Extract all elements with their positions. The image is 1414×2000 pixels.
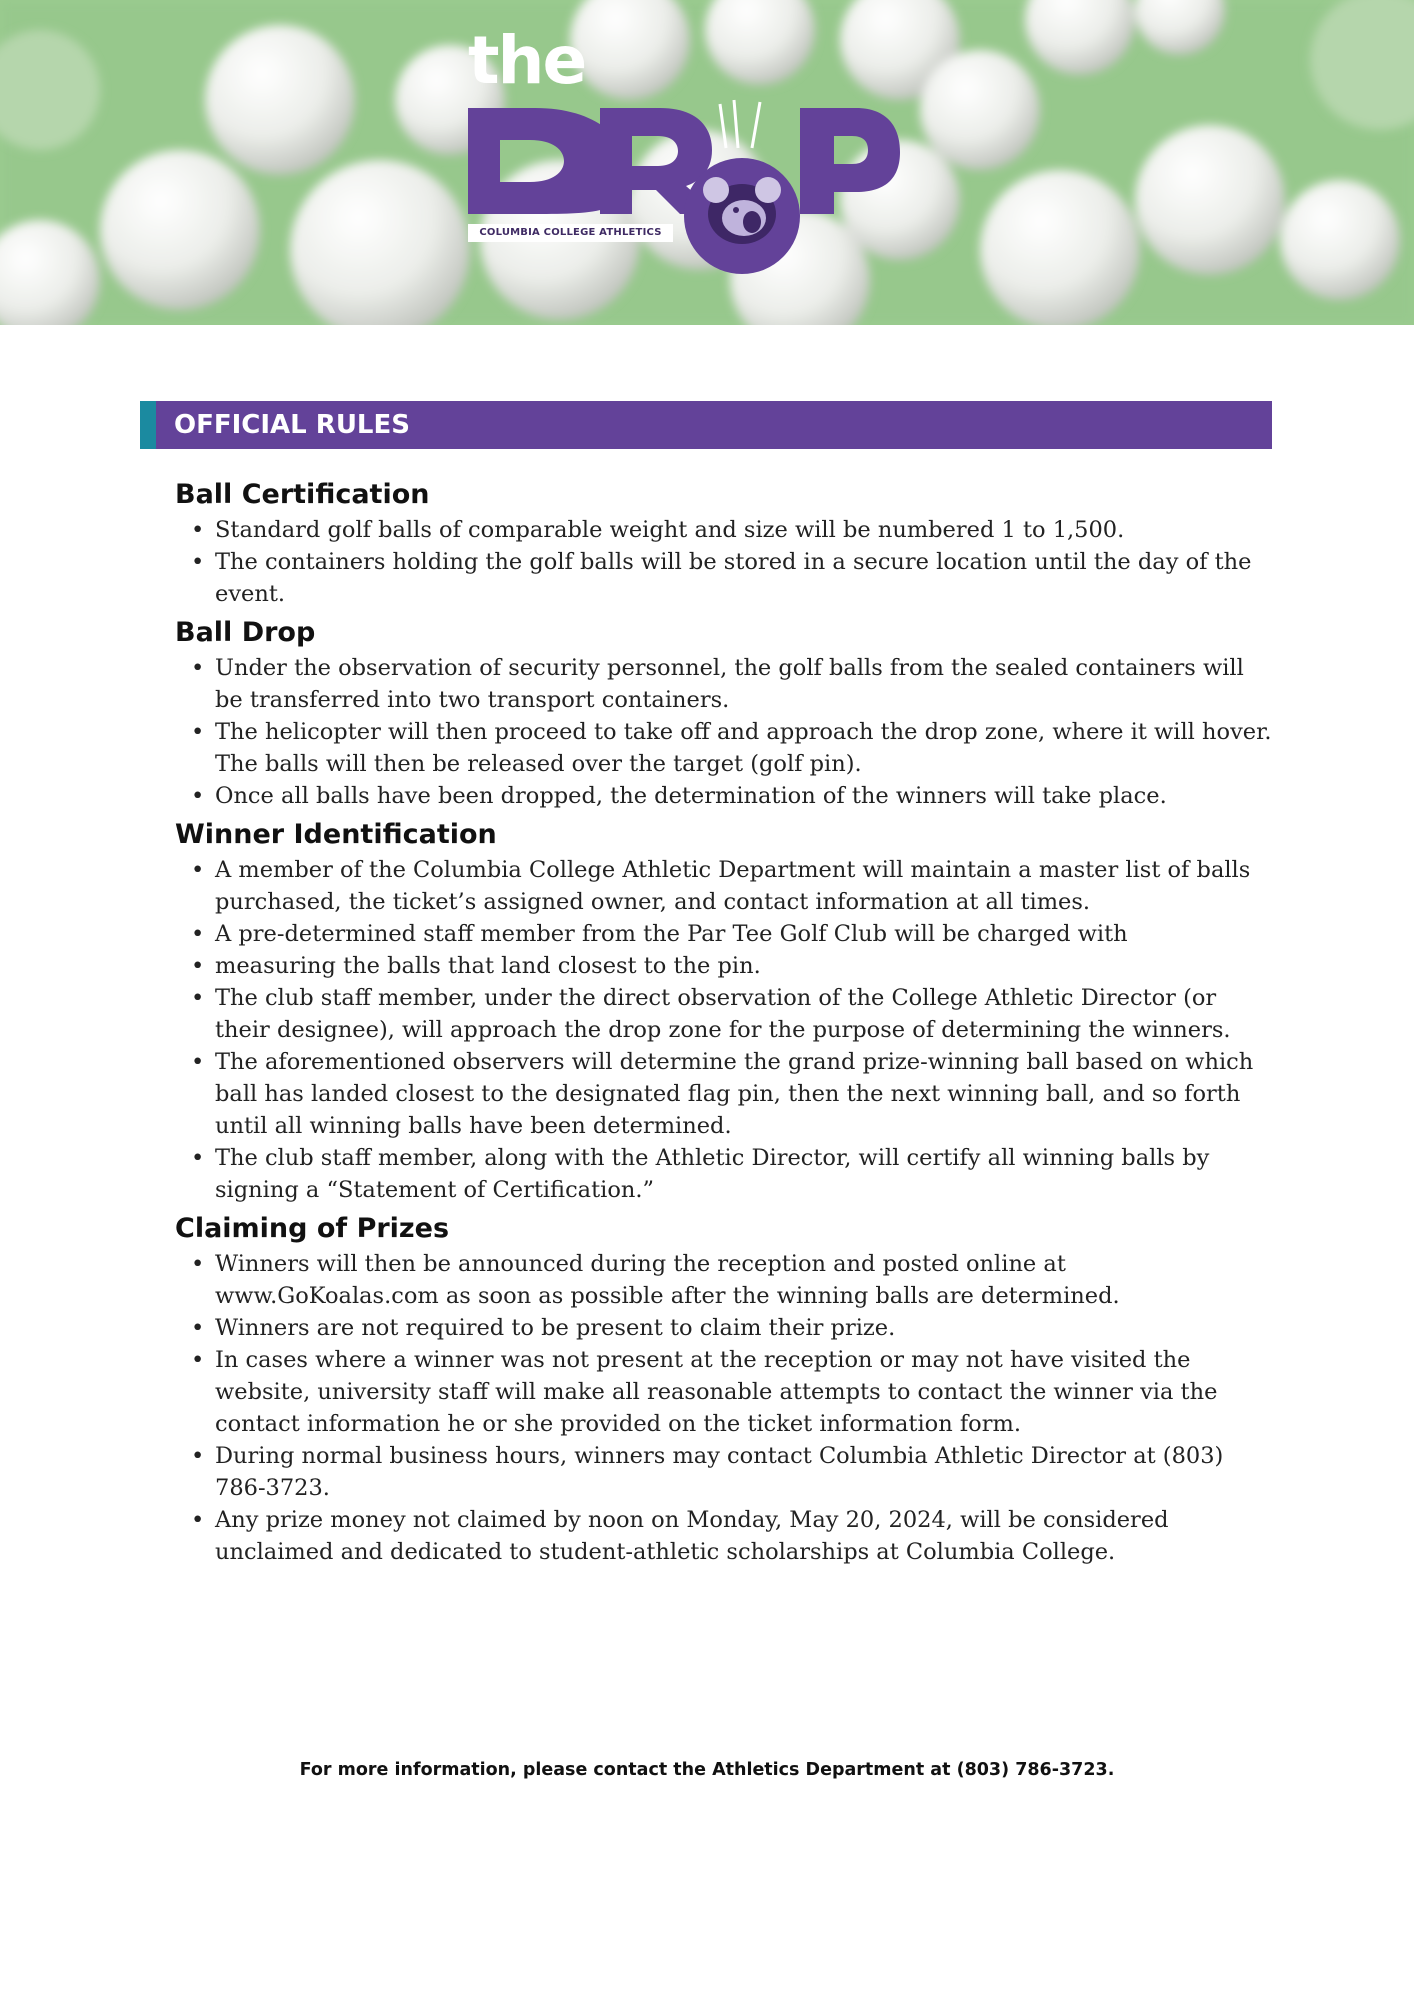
rule-item: • The club staff member, under the direct observation of the College Athletic Director (or their designee), will approach the drop zone for the purpose of determining the winners.	[215, 982, 1275, 1046]
section-claiming-of-prizes	[175, 1212, 1275, 1568]
rules-content	[175, 478, 1275, 1568]
logo-the-text: the	[468, 22, 586, 99]
section-heading: Ball Drop	[175, 617, 316, 648]
rule-item: • The club staff member, along with the Athletic Director, will certify all winning balls by signing a “Statement of Certification.”	[215, 1142, 1275, 1206]
rules-list	[175, 514, 1275, 610]
section-heading: Ball Certification	[175, 479, 430, 510]
rule-item: • In cases where a winner was not present at the reception or may not have visited the website, university staff will make all reasonable attempts to contact the winner via the contact information he or she provided on the ticket information form.	[215, 1344, 1275, 1440]
rule-item: • The aforementioned observers will determine the grand prize-winning ball based on which ball has landed closest to the designated flag pin, then the next winning ball, and so forth until all winning balls have been determined.	[215, 1046, 1275, 1142]
golf-balls-background	[0, 0, 1414, 325]
rules-list	[175, 854, 1275, 1206]
section-ball-certification	[175, 478, 1275, 610]
contact-footer-note: For more information, please contact the Athletics Department at (803) 786-3723.	[299, 1760, 1115, 1780]
rule-item: • Once all balls have been dropped, the determination of the winners will take place.	[215, 780, 1275, 812]
section-heading: Winner Identification	[175, 819, 497, 850]
official-rules-banner	[140, 401, 1272, 449]
rules-list	[175, 652, 1275, 812]
rule-item: • measuring the balls that land closest to the pin.	[215, 950, 1275, 982]
rule-item: • During normal business hours, winners may contact Columbia Athletic Director at (803) 786-3723.	[215, 1440, 1275, 1504]
section-ball-drop	[175, 616, 1275, 812]
rule-item: • Under the observation of security personnel, the golf balls from the sealed containers will be transferred into two transport containers.	[215, 652, 1275, 716]
rule-item: • A member of the Columbia College Athletic Department will maintain a master list of balls purchased, the ticket’s assigned owner, and contact information at all times.	[215, 854, 1275, 918]
rule-item: • Winners are not required to be present to claim their prize.	[215, 1312, 1275, 1344]
rule-item: • Standard golf balls of comparable weight and size will be numbered 1 to 1,500.	[215, 514, 1275, 546]
rule-item: • Any prize money not claimed by noon on Monday, May 20, 2024, will be considered unclaimed and dedicated to student-athletic scholarships at Columbia College.	[215, 1504, 1275, 1568]
rules-list	[175, 1248, 1275, 1568]
section-heading: Claiming of Prizes	[175, 1213, 450, 1244]
section-winner-identification	[175, 818, 1275, 1206]
rule-item: • A pre-determined staff member from the Par Tee Golf Club will be charged with	[215, 918, 1275, 950]
rule-item: • The containers holding the golf balls will be stored in a secure location until the day of the event.	[215, 546, 1275, 610]
header-hero-image	[0, 0, 1414, 325]
rule-item: • Winners will then be announced during the reception and posted online at www.GoKoalas.com as soon as possible after the winning balls are determined.	[215, 1248, 1275, 1312]
banner-title: OFFICIAL RULES	[174, 410, 410, 440]
logo-tagline: COLUMBIA COLLEGE ATHLETICS	[468, 224, 673, 242]
rule-item: • The helicopter will then proceed to take off and approach the drop zone, where it will hover. The balls will then be released over the target (golf pin).	[215, 716, 1275, 780]
